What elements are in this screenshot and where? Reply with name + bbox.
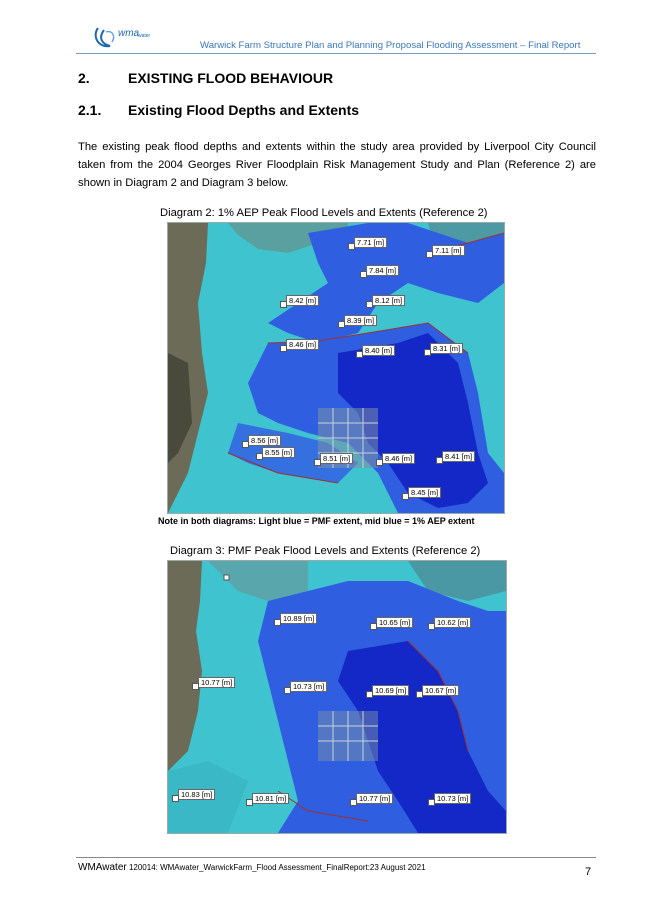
legend-note: Note in both diagrams: Light blue = PMF extent, mid blue = 1% AEP extent [158, 516, 475, 526]
flood-level-label: 8.55 [m] [262, 447, 295, 458]
flood-level-label: 8.45 [m] [408, 487, 441, 498]
flood-level-label: 10.77 [m] [356, 793, 393, 804]
flood-level-label: 10.73 [m] [434, 793, 471, 804]
header-divider [76, 53, 596, 54]
flood-level-label: 10.73 [m] [290, 681, 327, 692]
subsection-number: 2.1. [78, 102, 102, 118]
diagram-2-caption: Diagram 2: 1% AEP Peak Flood Levels and Extents (Reference 2) [160, 207, 488, 219]
flood-level-label: 10.83 [m] [178, 789, 215, 800]
flood-level-label: 7.11 [m] [432, 245, 465, 256]
flood-level-label: 10.62 [m] [434, 617, 471, 628]
flood-level-label: 10.81 [m] [252, 793, 289, 804]
footer-divider [76, 857, 596, 858]
flood-level-label: 10.69 [m] [372, 685, 409, 696]
page-number: 7 [585, 866, 592, 878]
diagram-3-map [167, 560, 507, 834]
subsection-title: Existing Flood Depths and Extents [128, 102, 360, 118]
footer-text [78, 862, 426, 873]
flood-level-label: 10.89 [m] [280, 613, 317, 624]
flood-level-label: 10.77 [m] [198, 677, 235, 688]
diagram-2-map [167, 222, 505, 514]
body-paragraph: The existing peak flood depths and extents within the study area provided by Liverpool City Council taken from the 2004 Georges River Floodplain Risk Management Study and Plan (Reference 2) are shown in Diagram 2 and Diagram 3 below. [78, 141, 596, 189]
diagram-3-caption: Diagram 3: PMF Peak Flood Levels and Extents (Reference 2) [170, 545, 481, 557]
diagram-2-flood-map [168, 223, 504, 513]
section-number: 2. [78, 70, 90, 86]
flood-level-label: 10.67 [m] [422, 685, 459, 696]
flood-level-label: 8.12 [m] [372, 295, 405, 306]
flood-level-label: 8.56 [m] [248, 435, 281, 446]
flood-level-label: 10.65 [m] [376, 617, 413, 628]
logo-text: wma [118, 28, 140, 39]
flood-level-label: 8.31 [m] [430, 343, 463, 354]
flood-level-label: 8.42 [m] [286, 295, 319, 306]
footer-doc-ref: 120014: WMAwater_WarwickFarm_Flood Assessment_FinalReport:23 August 2021 [126, 863, 426, 872]
flood-level-label: 8.39 [m] [344, 315, 377, 326]
section-title: EXISTING FLOOD BEHAVIOUR [128, 70, 334, 86]
logo-subtext: water [138, 33, 151, 39]
footer-brand: WMAwater [78, 862, 127, 873]
flood-level-label: 8.41 [m] [442, 451, 475, 462]
flood-level-label: 8.46 [m] [286, 339, 319, 350]
flood-level-label: 8.46 [m] [382, 453, 415, 464]
flood-level-label: 8.40 [m] [362, 345, 395, 356]
flood-level-label: 7.84 [m] [366, 265, 399, 276]
flood-level-label: 7.71 [m] [354, 237, 387, 248]
flood-level-label: 8.51 [m] [320, 453, 353, 464]
running-header: Warwick Farm Structure Plan and Planning Proposal Flooding Assessment – Final Report [200, 40, 581, 51]
